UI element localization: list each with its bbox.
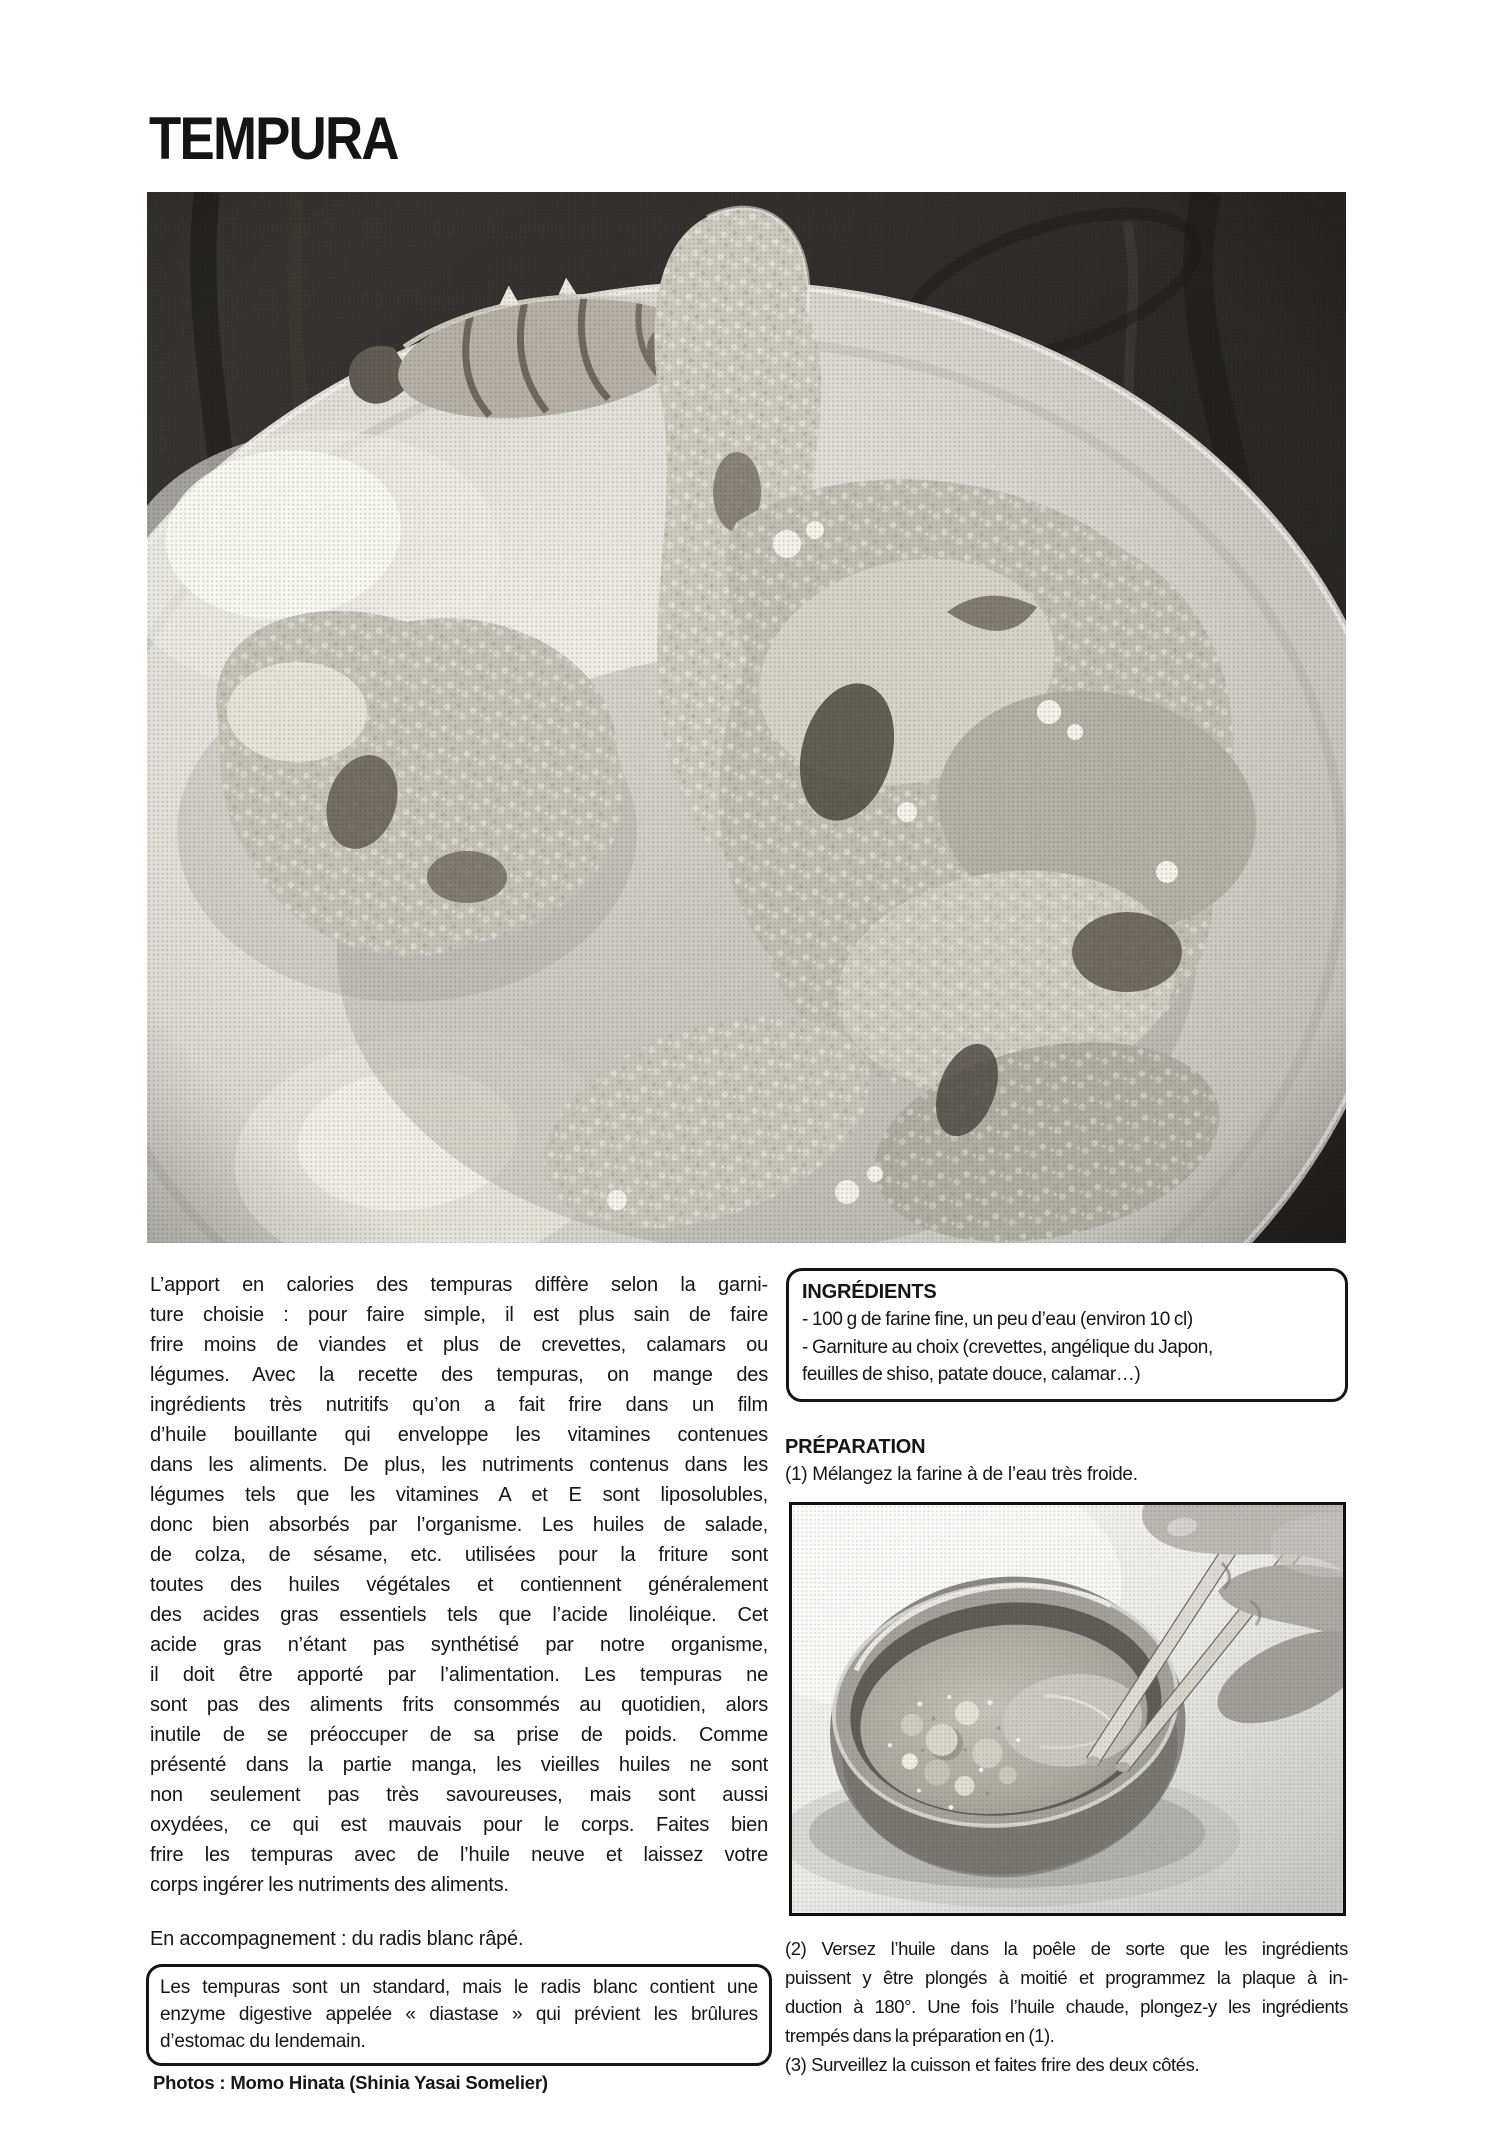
preparation-step-3: (3) Surveillez la cuisson et faites frire des deux côtés. [785, 2054, 1200, 2075]
tempura-plate-art [147, 192, 1346, 1243]
preparation-step-2: (2) Versez l’huile dans la poêle de sorte que les ingrédients puissent y être plongés à moitié et programmez la plaque à in- duction à 180°. Une fois l’huile chaude, plongez-y les ingrédients trempés dans la préparation en (1). [785, 1938, 1348, 2046]
photo-credit: Photos : Momo Hinata (Shinia Yasai Somelier) [153, 2072, 548, 2093]
page-title: TEMPURA [149, 105, 398, 172]
batter-bowl-photo [789, 1502, 1346, 1916]
tempura-plate-photo [147, 192, 1346, 1243]
ingredients-heading: INGRÉDIENTS [802, 1281, 937, 1303]
ingredients-box [786, 1268, 1348, 1402]
vignette [147, 192, 1346, 1243]
radish-note-box: Les tempuras sont un standard, mais le radis blanc contient une enzyme digestive appelée « diastase » qui prévient les brûlures d’estomac du lendemain. [146, 1964, 772, 2066]
article-body: L’apport en calories des tempuras diffère selon la garni- ture choisie : pour faire simple, il est plus sain de faire frire moins de viandes et plus de crevettes, calamars ou légumes. Avec la recette des tempuras, on mange des ingrédients très nutritifs qu’on a fait frire dans un film d’huile bouillante qui enveloppe les vitamines contenues dans les aliments. De plus, les nutriments contenus dans les légumes tels que les vitamines A et E sont liposolubles, donc bien absorbés par l’organisme. Les huiles de salade, de colza, de sésame, etc. utilisées pour la friture sont toutes des huiles végétales et contiennent généralement des acides gras essentiels tels que l’acide linoléique. Cet acide gras n’étant pas synthétisé par notre organisme, il doit être apporté par l’alimentation. Les tempuras ne sont pas des aliments frits consommés au quotidien, alors inutile de se préoccuper de sa prise de poids. Comme présenté dans la partie manga, les vieilles huiles ne sont non seulement pas très savoureuses, mais sont aussi oxydées, ce qui est mauvais pour le corps. Faites bien frire les tempuras avec de l’huile neuve et laissez votre corps ingérer les nutriments des aliments. [150, 1274, 768, 1896]
ingredients-list: - 100 g de farine fine, un peu d’eau (environ 10 cl) - Garniture au choix (crevettes, angélique du Japon, feuilles de shiso, patate douce, calamar…) [802, 1309, 1213, 1385]
halftone-overlay [792, 1505, 1343, 1913]
accompaniment-line: En accompagnement : du radis blanc râpé. [150, 1928, 524, 1950]
preparation-step-1: (1) Mélangez la farine à de l’eau très froide. [785, 1464, 1138, 1485]
preparation-heading: PRÉPARATION [785, 1436, 926, 1458]
batter-bowl-art [792, 1505, 1343, 1913]
